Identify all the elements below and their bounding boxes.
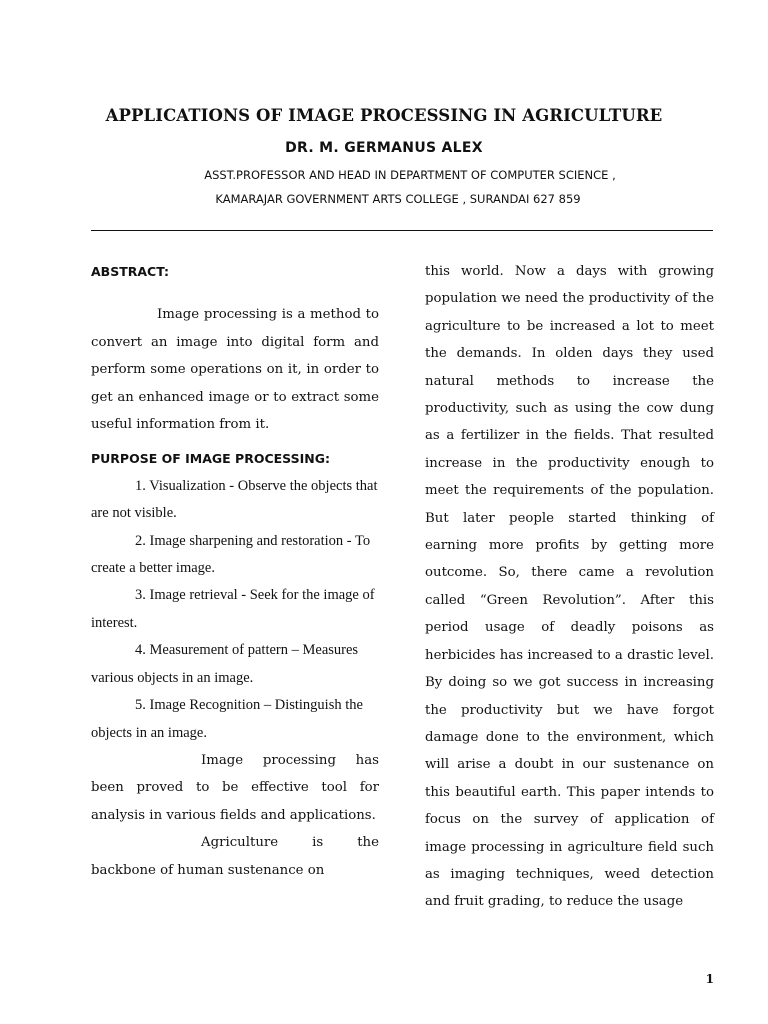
author-name: DR. M. GERMANUS ALEX bbox=[285, 140, 483, 156]
paper-title: APPLICATIONS OF IMAGE PROCESSING IN AGRICULTURE bbox=[105, 106, 663, 125]
paragraph-effective-tool: Image processing has been proved to be effective tool for analysis in various fields and applications. bbox=[91, 752, 379, 823]
purpose-item-5: 5. Image Recognition – Distinguish the objects in an image. bbox=[91, 697, 363, 741]
page-number: 1 bbox=[705, 972, 714, 986]
abstract-text: Image processing is a method to convert an image into digital form and perform some operations on it, in order to get an enhanced image or to extract some useful information from it. bbox=[91, 307, 379, 433]
spacer bbox=[91, 438, 379, 445]
purpose-item-4: 4. Measurement of pattern – Measures various objects in an image. bbox=[91, 642, 359, 686]
spacer bbox=[91, 285, 379, 301]
abstract-heading: ABSTRACT: bbox=[91, 264, 170, 279]
purpose-item-1: 1. Visualization - Observe the objects that are not visible. bbox=[91, 477, 378, 522]
purpose-item-3: 3. Image retrieval - Seek for the image of interest. bbox=[91, 587, 375, 631]
purpose-item-2: 2. Image sharpening and restoration - To create a better image. bbox=[91, 532, 371, 577]
right-column bbox=[425, 258, 714, 916]
purpose-heading: PURPOSE OF IMAGE PROCESSING: bbox=[91, 451, 330, 467]
affiliation-line-1: ASST.PROFESSOR AND HEAD IN DEPARTMENT OF COMPUTER SCIENCE , bbox=[204, 168, 616, 182]
left-column bbox=[91, 258, 379, 884]
paragraph-agriculture: Agriculture is the backbone of human sustenance on bbox=[91, 835, 379, 878]
affiliation-line-2: KAMARAJAR GOVERNMENT ARTS COLLEGE , SURANDAI 627 859 bbox=[215, 192, 581, 206]
header-divider bbox=[91, 230, 713, 231]
right-column-text: this world. Now a days with growing population we need the productivity of the agriculture to be increased a lot to meet the demands. In olden days they used natural methods to increase the productivity, such as using the cow dung as a fertilizer in the fields. That resulted increase in the productivity enough to meet the requirements of the population. But later people started thinking of earning more profits by getting more outcome. So, there came a revolution called “Green Revolution”. After this period usage of deadly poisons as herbicides has increased to a drastic level. By doing so we got success in increasing the productivity but we have forgot damage done to the environment, which will arise a doubt in our sustenance on this beautiful earth. This paper intends to focus on the survey of application of image processing in agriculture field such as imaging techniques, weed detection and fruit grading, to reduce the usage bbox=[425, 264, 714, 910]
